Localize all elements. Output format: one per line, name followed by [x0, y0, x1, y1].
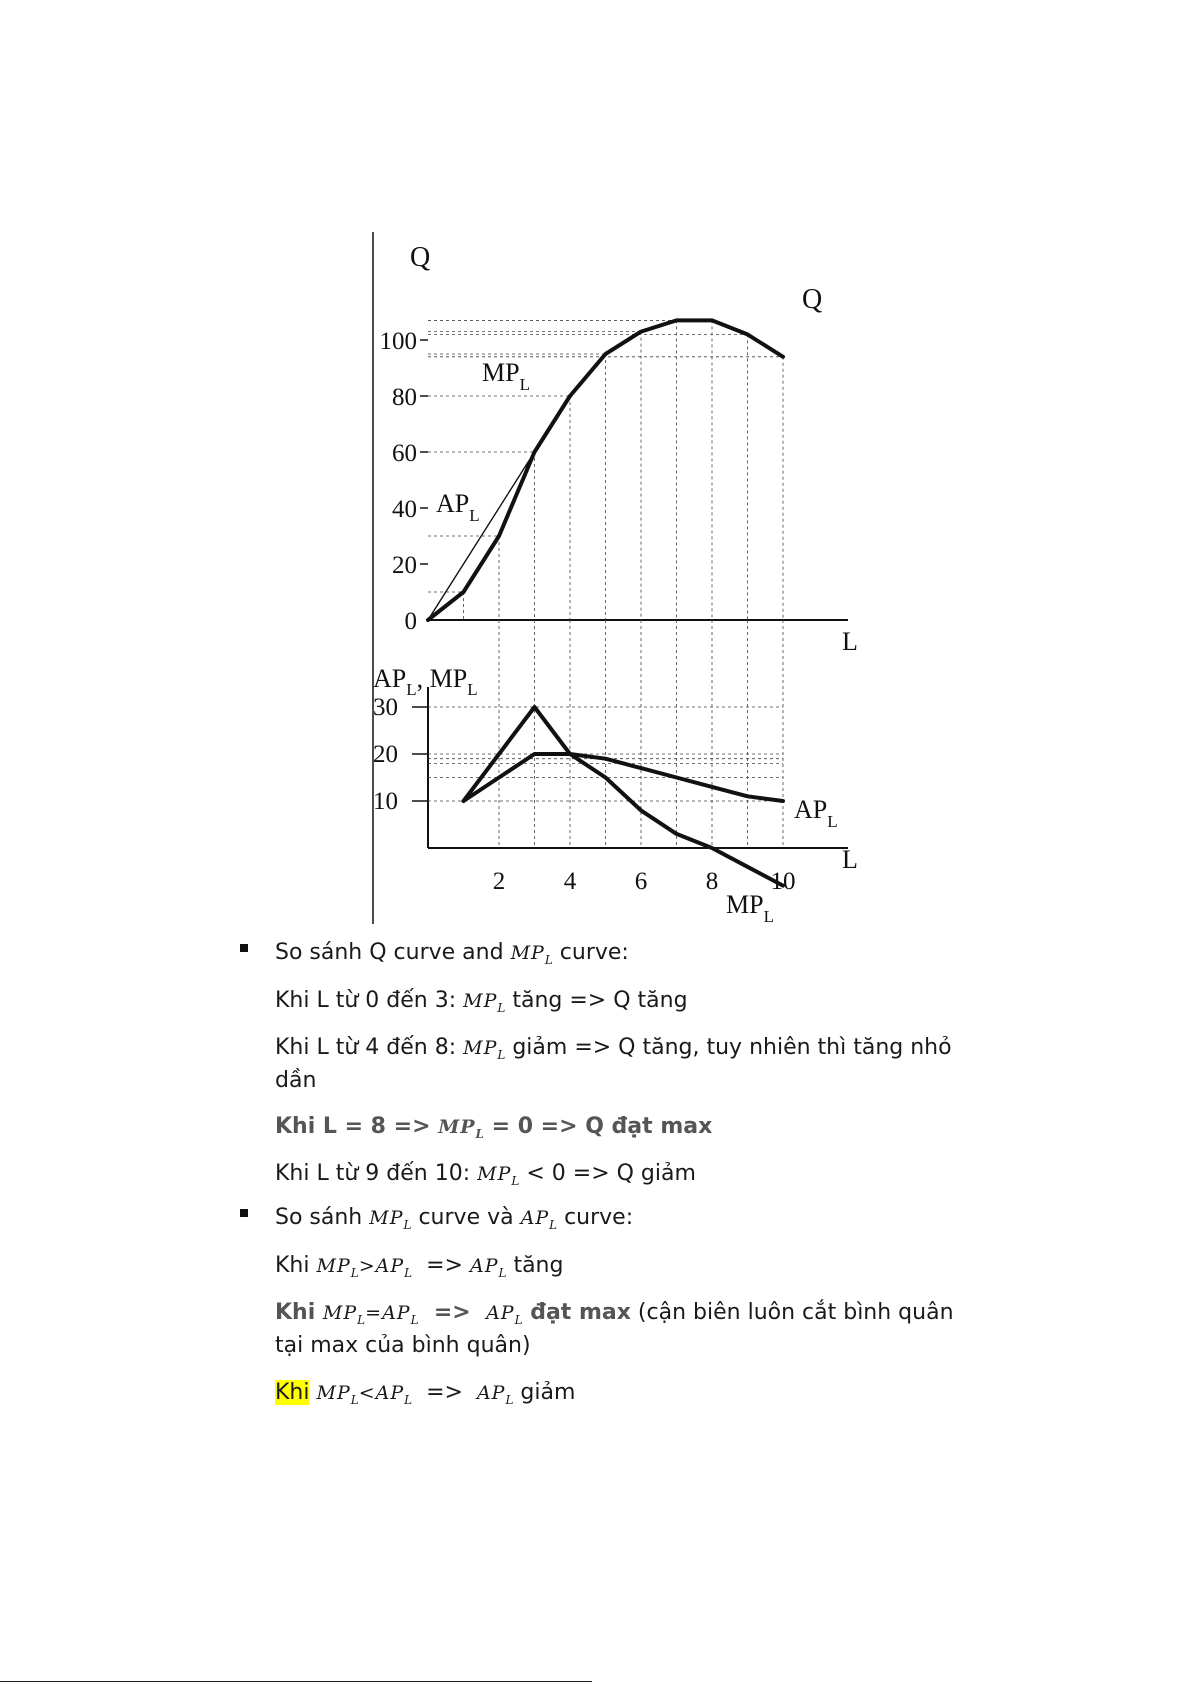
- l-axis-label-bottom: L: [842, 845, 858, 874]
- apmp-axis-label: $AP_L$, $MP_L$: [373, 664, 478, 699]
- apl-label-top: $AP_L$: [436, 489, 480, 525]
- production-figure: [370, 232, 880, 927]
- q-tick-label: 100: [379, 328, 417, 355]
- apmp-x-tick-label: 8: [705, 868, 719, 895]
- s1-line4: Khi L từ 9 đến 10: $MP_L < 0 => Q$ giảm: [275, 1161, 696, 1188]
- section1-heading: So sánh Q curve and $MP_L$ curve:: [275, 940, 629, 967]
- s1-line3-bold: Khi $L = 8 => MP_L = 0 => Q$ đạt max: [275, 1114, 713, 1141]
- apmp-x-tick-label: 4: [563, 868, 577, 895]
- section2-heading: So sánh $MP_L$ curve và $AP_L$ curve:: [275, 1205, 634, 1232]
- apl-ray-line: [428, 452, 535, 620]
- average-marginal-product-chart: [373, 620, 858, 926]
- s1-line1: Khi L từ 0 đến 3: $MP_L$ tăng => Q tăng: [275, 988, 688, 1015]
- apmp-y-tick-label: 20: [373, 741, 398, 768]
- s1-line2: Khi L từ 4 đến 8: $MP_L$ giảm => Q tăng, tuy nhiên thì tăng nhỏ: [275, 1035, 952, 1062]
- q-tick-label: 60: [392, 440, 417, 467]
- l-axis-label-top: L: [842, 627, 858, 656]
- total-product-chart: [373, 232, 858, 924]
- apmp-y-tick-label: 10: [373, 788, 398, 815]
- apmp-y-tick-label: 30: [373, 694, 398, 721]
- bullet-marker: [240, 942, 248, 955]
- mpl-label-top: $MP_L$: [482, 358, 530, 394]
- q-curve-label: Q: [802, 284, 823, 315]
- apmp-x-tick-label: 2: [492, 868, 506, 895]
- s2-line3: Khi $MP_L<AP_L => AP_L$ giảm: [275, 1380, 576, 1407]
- s2-line1: Khi $MP_L>AP_L => AP_L$ tăng: [275, 1253, 564, 1280]
- apmp-x-tick-label: 6: [634, 868, 648, 895]
- mpl-curve: [464, 707, 784, 886]
- bullet-marker: [240, 1207, 248, 1220]
- s2-line2: Khi $MP_L=AP_L => AP_L$ đạt max (cận biên luôn cắt bình quân: [275, 1300, 954, 1327]
- footnote-separator: [0, 1681, 592, 1682]
- q-tick-label: 20: [392, 552, 417, 579]
- s1-line2-cont: dần: [275, 1068, 317, 1093]
- q-tick-label: 80: [392, 384, 417, 411]
- mpl-label-bottom: $MP_L$: [726, 890, 774, 926]
- apmp-x-tick-label: 10: [770, 868, 796, 895]
- q-tick-label: 0: [404, 608, 417, 635]
- s2-line2-cont: tại max của bình quân): [275, 1333, 531, 1358]
- q-axis-label: Q: [410, 242, 431, 273]
- q-tick-label: 40: [392, 496, 417, 523]
- apl-label-bottom: $AP_L$: [794, 795, 838, 831]
